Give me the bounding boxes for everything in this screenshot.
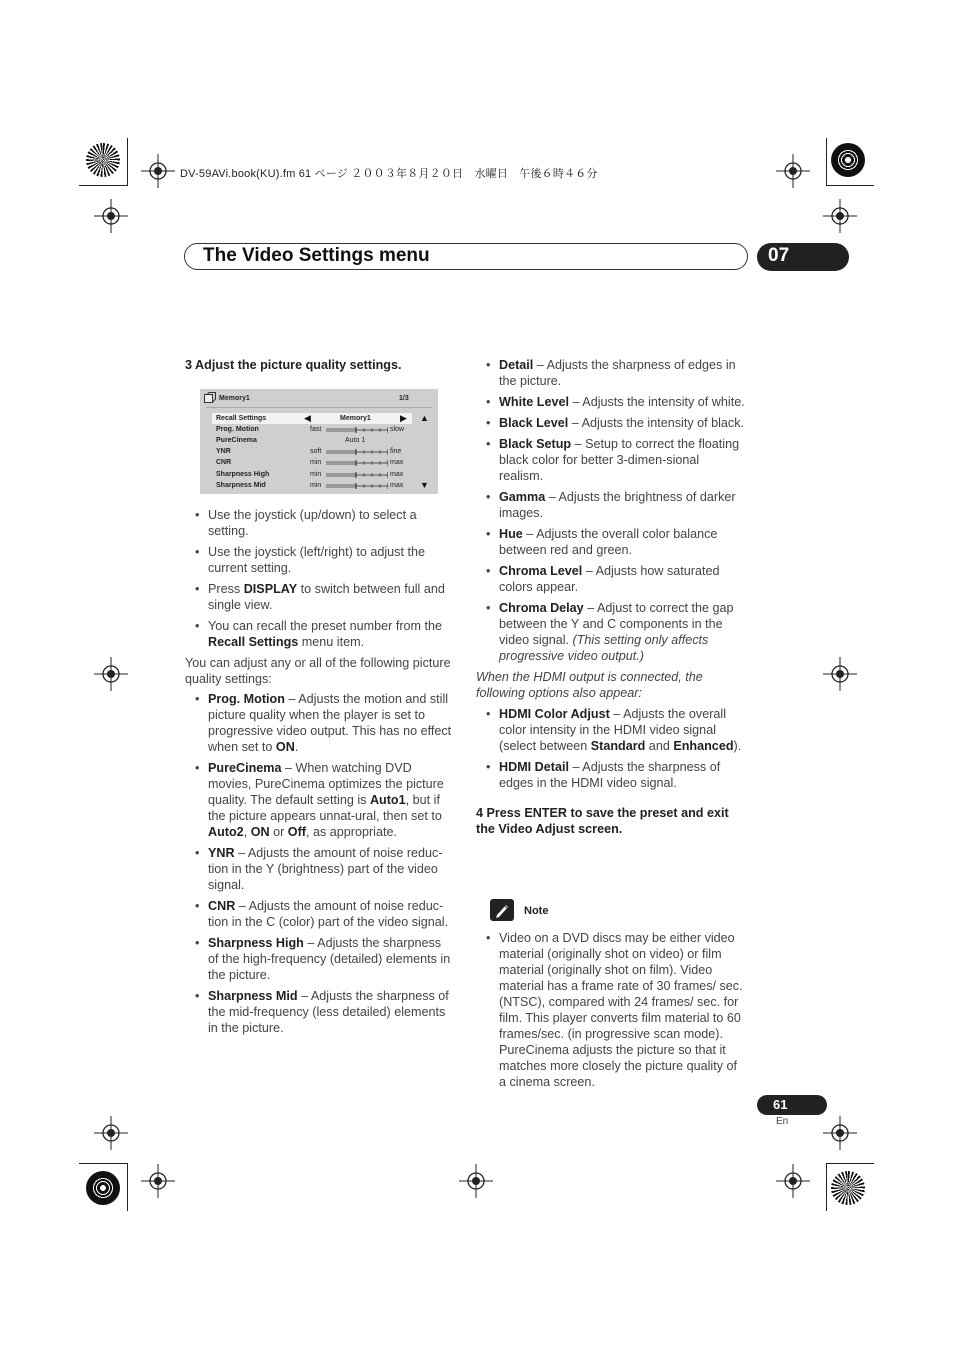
- scroll-down-arrow-icon: ▼: [420, 480, 429, 490]
- setting-item-hue: [476, 526, 746, 558]
- setting-desc: , but if the picture appears unnat-ural, then set to: [208, 793, 442, 823]
- value-ref: Enhanced: [673, 739, 734, 753]
- tip-item: [185, 618, 455, 650]
- value-ref: ON: [250, 825, 270, 839]
- osd-min-label: min: [310, 459, 322, 466]
- osd-slider: [326, 427, 388, 433]
- note-text: Video on a DVD discs may be either video material (originally shot on video) or film material (originally shot on film). Video material has a frame rate of 30 frames/ sec.(NTSC), compared with 24 frames/ sec. for film. This player converts film material to 60 frames/sec. (in progressive scan mode). PureCinema adjusts the picture so that it matches more closely the picture quality of a cinema screen.: [499, 931, 743, 1089]
- trim-line: [826, 185, 874, 186]
- hdmi-intro: When the HDMI output is connected, the following options also appear:: [476, 670, 703, 700]
- trim-line: [127, 1163, 128, 1211]
- osd-row-value: Auto 1: [345, 437, 366, 444]
- chapter-number-tab: [757, 243, 849, 271]
- right-column: [476, 357, 746, 837]
- starburst-mark-bottom-right: [831, 1171, 865, 1205]
- setting-desc: .: [294, 740, 299, 754]
- osd-row-recall-settings: [200, 413, 438, 424]
- setting-item-gamma: [476, 489, 746, 521]
- setting-desc: and: [645, 739, 674, 753]
- setting-item-hdmi-detail: [476, 759, 746, 791]
- registration-mark-icon: [141, 1164, 175, 1198]
- setting-name: Hue: [499, 527, 523, 541]
- page-number: 61: [773, 1097, 788, 1112]
- osd-slider: [326, 449, 388, 455]
- starburst-mark-bottom-left: [86, 1171, 120, 1205]
- setting-desc: – Adjusts the motion and still picture quality when the player is set to progressive video output. This has no effect when set to: [208, 692, 452, 754]
- value-ref: Standard: [590, 739, 646, 753]
- setting-name: White Level: [499, 395, 569, 409]
- setting-desc: – Adjusts the overall color balance between red and green.: [499, 527, 718, 557]
- osd-max-label: max: [390, 471, 404, 478]
- note-item: [485, 930, 747, 1090]
- tip-text: Use the joystick (up/down) to select a setting.: [208, 508, 417, 538]
- left-column-body: [185, 507, 455, 1041]
- osd-slider: [326, 483, 388, 489]
- osd-max-label: max: [390, 482, 404, 489]
- setting-desc: – Adjusts the sharpness of the mid-frequency (less detailed) elements in the picture.: [208, 989, 449, 1035]
- setting-desc: – Adjusts how saturated colors appear.: [499, 564, 720, 594]
- registration-mark-icon: [823, 657, 857, 691]
- registration-mark-icon: [94, 657, 128, 691]
- recall-settings-ref: Recall Settings: [208, 635, 299, 649]
- setting-item-black-level: [476, 415, 746, 431]
- trim-line: [127, 138, 128, 186]
- page-number-tab: [757, 1095, 827, 1115]
- tip-item: [185, 507, 455, 539]
- setting-name: PureCinema: [208, 761, 282, 775]
- registration-mark-icon: [459, 1164, 493, 1198]
- tip-text: Press: [208, 582, 244, 596]
- registration-mark-icon: [94, 199, 128, 233]
- osd-row-ynr: [200, 446, 438, 457]
- setting-desc: – Adjusts the sharpness of edges in the HDMI video signal.: [499, 760, 721, 790]
- setting-item-chroma-level: [476, 563, 746, 595]
- page-language: En: [776, 1116, 789, 1127]
- setting-name: Detail: [499, 358, 534, 372]
- setting-name: CNR: [208, 899, 236, 913]
- setting-name: Sharpness High: [208, 936, 304, 950]
- setting-desc: – Adjusts the overall color intensity in the HDMI video signal (select between: [499, 707, 726, 753]
- osd-title-bar: [200, 389, 438, 407]
- osd-row-label: Sharpness High: [216, 471, 270, 478]
- osd-row-value: Memory1: [340, 415, 371, 422]
- registration-mark-icon: [776, 1164, 810, 1198]
- setting-name: Black Level: [499, 416, 569, 430]
- osd-divider: [206, 407, 432, 408]
- osd-row-sharpness-high: [200, 469, 438, 480]
- osd-row-label: PureCinema: [216, 437, 257, 444]
- value-ref: Off: [287, 825, 306, 839]
- scroll-up-arrow-icon: ▲: [420, 413, 429, 423]
- osd-row-label: YNR: [216, 448, 231, 455]
- setting-name: Black Setup: [499, 437, 572, 451]
- setting-note: (This setting only affects progressive video output.): [499, 633, 709, 663]
- tip-text: menu item.: [298, 635, 365, 649]
- setting-name: Chroma Level: [499, 564, 583, 578]
- osd-min-label: soft: [310, 448, 322, 455]
- osd-min-label: fast: [310, 426, 322, 433]
- registration-mark-icon: [141, 154, 175, 188]
- osd-row-prog-motion: [200, 424, 438, 435]
- memory-icon: [204, 392, 216, 403]
- note-label: Note: [524, 905, 549, 917]
- left-arrow-icon: ◀: [304, 413, 311, 423]
- trim-line: [79, 185, 127, 186]
- starburst-mark-top-left: [86, 143, 120, 177]
- osd-preset-name: Memory1: [219, 395, 250, 402]
- tip-text: to switch between full and single view.: [208, 582, 445, 612]
- osd-row-label: Sharpness Mid: [216, 482, 266, 489]
- osd-max-label: slow: [390, 426, 405, 433]
- left-column: [185, 357, 455, 373]
- chapter-number: 07: [768, 245, 790, 266]
- setting-desc: – Adjusts the brightness of darker images.: [499, 490, 736, 520]
- osd-min-label: min: [310, 471, 322, 478]
- tip-text: Use the joystick (left/right) to adjust the current setting.: [208, 545, 425, 575]
- osd-row-purecinema: [200, 435, 438, 446]
- step-4-heading: 4 Press ENTER to save the preset and exit the Video Adjust screen.: [476, 806, 729, 836]
- trim-line: [826, 138, 827, 186]
- registration-mark-icon: [823, 1116, 857, 1150]
- setting-item-white-level: [476, 394, 746, 410]
- setting-name: Gamma: [499, 490, 546, 504]
- setting-item-prog-motion: [185, 691, 455, 755]
- setting-name: Chroma Delay: [499, 601, 584, 615]
- setting-desc: , as appropriate.: [305, 825, 397, 839]
- trim-line: [79, 1163, 127, 1164]
- trim-line: [826, 1163, 874, 1164]
- setting-desc: – Adjusts the amount of noise reduc-tion in the Y (brightness) part of the video signal.: [208, 846, 443, 892]
- setting-desc: ,: [243, 825, 251, 839]
- starburst-mark-top-right: [831, 143, 865, 177]
- registration-mark-icon: [776, 154, 810, 188]
- tip-item: [185, 544, 455, 576]
- setting-item-detail: [476, 357, 746, 389]
- setting-item-sharpness-mid: [185, 988, 455, 1036]
- setting-name: Prog. Motion: [208, 692, 285, 706]
- pencil-icon: [490, 899, 514, 921]
- osd-row-sharpness-mid: [200, 480, 438, 491]
- note-body: [485, 930, 747, 1094]
- osd-slider: [326, 472, 388, 478]
- registration-mark-icon: [94, 1116, 128, 1150]
- setting-desc: – Adjust to correct the gap between the Y and C components in the video signal.: [499, 601, 734, 647]
- value-ref: Auto2: [208, 825, 244, 839]
- setting-desc: ).: [733, 739, 742, 753]
- chapter-title: The Video Settings menu: [203, 245, 430, 266]
- display-button-ref: DISPLAY: [243, 582, 298, 596]
- setting-name: HDMI Color Adjust: [499, 707, 610, 721]
- setting-item-chroma-delay: [476, 600, 746, 664]
- setting-desc: – Adjusts the sharpness of the high-frequency (detailed) elements in the picture.: [208, 936, 451, 982]
- osd-max-label: max: [390, 459, 404, 466]
- setting-item-ynr: [185, 845, 455, 893]
- value-ref: Auto1: [369, 793, 406, 807]
- registration-mark-icon: [823, 199, 857, 233]
- osd-row-label: CNR: [216, 459, 232, 466]
- tip-item: [185, 581, 455, 613]
- setting-desc: – Adjusts the sharpness of edges in the picture.: [499, 358, 736, 388]
- video-adjust-osd-screenshot: [200, 389, 438, 494]
- chapter-title-bar: [184, 243, 748, 270]
- setting-item-black-setup: [476, 436, 746, 484]
- osd-page-indicator: 1/3: [399, 395, 409, 402]
- setting-desc: – Adjusts the amount of noise reduc-tion in the C (color) part of the video signal.: [208, 899, 449, 929]
- setting-desc: – Adjusts the intensity of black.: [568, 416, 745, 430]
- setting-name: YNR: [208, 846, 235, 860]
- tip-text: You can recall the preset number from the: [208, 619, 443, 633]
- osd-min-label: min: [310, 482, 322, 489]
- value-ref: ON: [275, 740, 295, 754]
- osd-max-label: fine: [390, 448, 402, 455]
- osd-row-cnr: [200, 457, 438, 468]
- setting-item-purecinema: [185, 760, 455, 840]
- osd-row-label: Prog. Motion: [216, 426, 259, 433]
- osd-slider: [326, 460, 388, 466]
- settings-intro: You can adjust any or all of the following picture quality settings:: [185, 656, 451, 686]
- osd-row-label: Recall Settings: [216, 415, 267, 422]
- setting-item-sharpness-high: [185, 935, 455, 983]
- setting-name: Sharpness Mid: [208, 989, 298, 1003]
- setting-desc: – Setup to correct the floating black color for better 3-dimen-sional realism.: [499, 437, 740, 483]
- setting-name: HDMI Detail: [499, 760, 569, 774]
- trim-line: [826, 1163, 827, 1211]
- setting-desc: or: [269, 825, 288, 839]
- right-arrow-icon: ▶: [400, 413, 407, 423]
- setting-item-hdmi-color-adjust: [476, 706, 746, 754]
- step-3-heading: 3 Adjust the picture quality settings.: [185, 358, 402, 372]
- setting-item-cnr: [185, 898, 455, 930]
- note-icon: [490, 899, 514, 921]
- setting-desc: – When watching DVD movies, PureCinema optimizes the picture quality. The default setting is: [208, 761, 444, 807]
- setting-desc: – Adjusts the intensity of white.: [568, 395, 745, 409]
- print-slug-header: DV-59AVi.book(KU).fm 61 ページ ２００３年８月２０日 水曜日 午後６時４６分: [180, 168, 598, 180]
